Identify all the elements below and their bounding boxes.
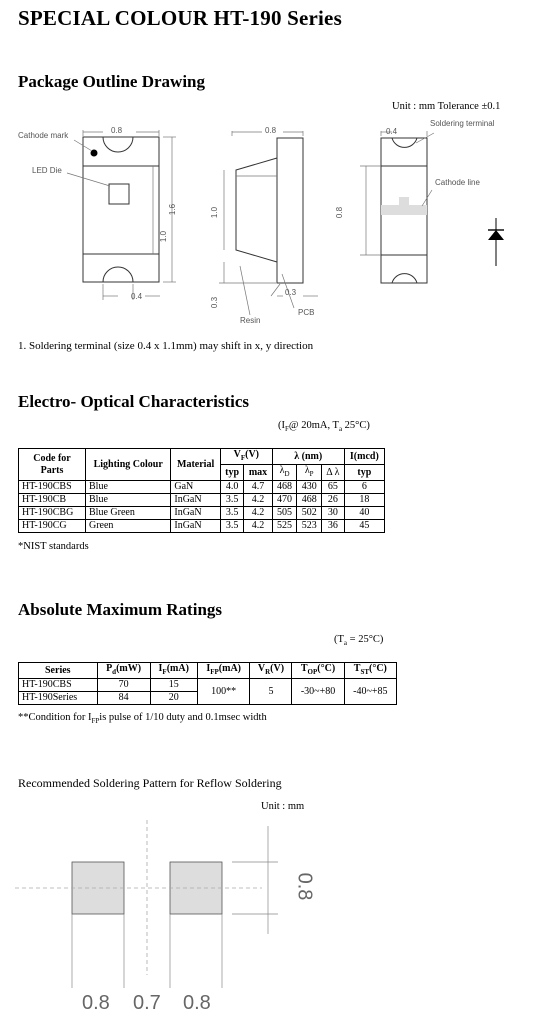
solder-heading: Recommended Soldering Pattern for Reflow Soldering: [18, 776, 282, 790]
dim-side-width: 0.8: [265, 126, 277, 135]
dim-end-height: 0.8: [335, 206, 345, 219]
diode-symbol-icon: [488, 218, 504, 266]
table-row: HT-190CBS Blue GaN 4.0 4.7 468 430 65 6: [19, 481, 385, 494]
col-vf-typ: typ: [220, 465, 243, 481]
side-view: [219, 131, 318, 315]
resin-label: Resin: [240, 316, 261, 325]
col-code: Code for Parts: [19, 449, 86, 481]
col-iv-typ: typ: [344, 465, 384, 481]
table-row: HT-190CG Green InGaN 3.5 4.2 525 523 36 45: [19, 520, 385, 533]
dim-side-base: 0.3: [210, 296, 220, 309]
cathode-mark-label: Cathode mark: [18, 131, 69, 140]
top-view: [67, 130, 176, 300]
col-if: $I_F(mA)$: [150, 663, 197, 679]
end-view: [360, 131, 434, 283]
amr-note: **Condition for $I_{FP}is$ pulse of 1/10 duty and 0.1msec width: [18, 712, 267, 726]
dim-inner-length: 1.0: [159, 230, 169, 243]
page-title: SPECIAL COLOUR HT-190 Series: [18, 6, 342, 30]
dim-side-height: 1.0: [210, 206, 220, 219]
cathode-line-label: Cathode line: [435, 178, 480, 187]
dim-solder-pad-b: 0.8: [183, 992, 211, 1014]
package-outline-drawing: [0, 110, 550, 335]
col-lambda: λ (nm): [272, 449, 344, 465]
dim-length: 1.6: [168, 203, 178, 216]
solder-unit: Unit : mm: [261, 801, 305, 812]
led-die-label: LED Die: [32, 166, 62, 175]
dim-pcb-thickness: 0.3: [285, 288, 297, 297]
eo-table: [18, 448, 385, 533]
dim-pad-width: 0.4: [131, 292, 143, 301]
col-dl: Δ λ: [322, 465, 345, 481]
col-vf-max: max: [244, 465, 272, 481]
amr-heading: Absolute Maximum Ratings: [18, 600, 223, 619]
col-vf: $V_F(V)$: [220, 449, 272, 465]
dim-end-width: 0.4: [386, 127, 398, 136]
soldering-terminal-label: Soldering terminal: [430, 119, 495, 128]
table-row: HT-190CB Blue InGaN 3.5 4.2 470 468 26 18: [19, 494, 385, 507]
col-top: $T_{OP}(^\circ C)$: [292, 663, 344, 679]
soldering-pattern-drawing: [0, 810, 550, 990]
col-material: Material: [171, 449, 221, 481]
table-row: HT-190Series 84 20: [19, 692, 397, 705]
eo-heading: Electro- Optical Characteristics: [18, 392, 250, 411]
amr-condition: $(T_a = 25^\circ C)$: [334, 634, 384, 648]
amr-table: [18, 662, 397, 705]
col-pd: $P_d(mW)$: [97, 663, 150, 679]
table-row: HT-190CBS 70 15 100** 5 -30~+80 -40~+85: [19, 679, 397, 692]
pcb-label: PCB: [298, 308, 315, 317]
dim-solder-gap: 0.7: [133, 992, 161, 1014]
dim-solder-pad-a: 0.8: [82, 992, 110, 1014]
col-tst: $T_{ST}(^\circ C)$: [344, 663, 396, 679]
col-vr: $V_R(V)$: [250, 663, 292, 679]
col-lp: $\lambda_P$: [297, 465, 322, 481]
package-note: 1. Soldering terminal (size 0.4 x 1.1mm) may shift in x, y direction: [18, 340, 314, 352]
dim-top-width: 0.8: [111, 126, 123, 135]
col-ifp: $I_{FP}(mA)$: [197, 663, 250, 679]
col-iv: I(mcd): [344, 449, 384, 465]
col-series: Series: [19, 663, 98, 679]
eo-condition: ($I_F@$ 20mA, $T_a$ 25°C): [278, 420, 370, 434]
package-heading: Package Outline Drawing: [18, 72, 205, 91]
col-colour: Lighting Colour: [86, 449, 171, 481]
col-ld: $\lambda_D$: [272, 465, 297, 481]
unit-tolerance-note: Unit : mm Tolerance ±0.1: [392, 101, 501, 112]
eo-note: *NIST standards: [18, 541, 89, 552]
dim-solder-pad-height: 0.8: [293, 872, 316, 901]
table-row: HT-190CBG Blue Green InGaN 3.5 4.2 505 502 30 40: [19, 507, 385, 520]
